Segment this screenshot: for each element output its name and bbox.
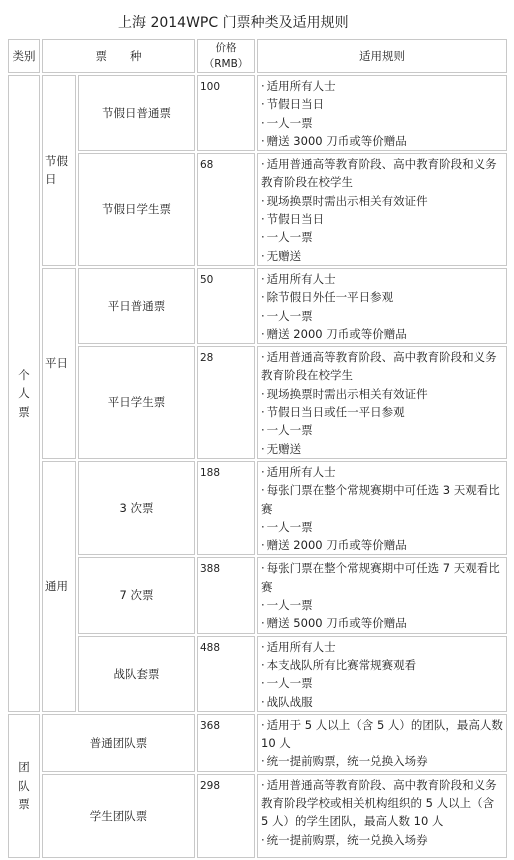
rule-item: · 适用所有人士 (261, 77, 504, 95)
rule-item: · 每张门票在整个常规赛期中可任选 7 天观看比赛 (261, 559, 504, 596)
subgroup-general: 通用 (42, 461, 76, 712)
rule-item: · 适用普通高等教育阶段、高中教育阶段和义务教育阶段学校或相关机构组织的 5 人以上（含 5 人）的学生团队，最高人数 10 人 (261, 776, 504, 831)
ticket-rules (257, 714, 507, 772)
subgroup-holiday: 节假日 (42, 75, 76, 266)
rule-item: · 一人一票 (261, 228, 504, 246)
ticket-price: 188 (197, 461, 255, 555)
group-team: 团队票 (8, 714, 40, 858)
rule-item: · 赠送 2000 刀币或等价赠品 (261, 536, 504, 554)
ticket-rules (257, 774, 507, 858)
ticket-price: 28 (197, 346, 255, 459)
ticket-name: 战队套票 (78, 636, 195, 712)
rule-item: · 一人一票 (261, 307, 504, 325)
ticket-name: 普通团队票 (42, 714, 195, 772)
header-category: 类别 (8, 39, 40, 73)
rule-item: · 适用于 5 人以上（含 5 人）的团队，最高人数 10 人 (261, 716, 504, 753)
ticket-price: 388 (197, 557, 255, 633)
rule-item: · 适用所有人士 (261, 463, 504, 481)
ticket-rules (257, 153, 507, 266)
group-individual: 个人票 (8, 75, 40, 712)
rule-item: · 无赠送 (261, 247, 504, 265)
rule-item: · 适用普通高等教育阶段、高中教育阶段和义务教育阶段在校学生 (261, 348, 504, 385)
rule-item: · 适用所有人士 (261, 270, 504, 288)
rule-item: · 统一提前购票，统一兑换入场券 (261, 752, 504, 770)
rule-item: · 一人一票 (261, 421, 504, 439)
ticket-price: 368 (197, 714, 255, 772)
ticket-rules (257, 346, 507, 459)
table-row (8, 714, 507, 772)
ticket-name: 平日学生票 (78, 346, 195, 459)
subgroup-weekday: 平日 (42, 268, 76, 459)
table-row (8, 636, 507, 712)
header-price: 价格（RMB） (197, 39, 255, 73)
ticket-rules (257, 557, 507, 633)
table-row (8, 153, 507, 266)
rule-item: · 节假日当日或任一平日参观 (261, 403, 504, 421)
rule-item: · 一人一票 (261, 114, 504, 132)
ticket-price: 298 (197, 774, 255, 858)
ticket-name: 学生团队票 (42, 774, 195, 858)
rule-item: · 适用所有人士 (261, 638, 504, 656)
table-row (8, 75, 507, 151)
rule-item: · 适用普通高等教育阶段、高中教育阶段和义务教育阶段在校学生 (261, 155, 504, 192)
rule-item: · 赠送 2000 刀币或等价赠品 (261, 325, 504, 343)
ticket-price: 68 (197, 153, 255, 266)
page-title (0, 13, 514, 33)
rule-item: · 节假日当日 (261, 210, 504, 228)
rule-item: · 一人一票 (261, 518, 504, 536)
ticket-rules (257, 636, 507, 712)
table-row (8, 461, 507, 555)
rule-item: · 赠送 5000 刀币或等价赠品 (261, 614, 504, 632)
header-ticket: 票 种 (42, 39, 195, 73)
rule-item: · 一人一票 (261, 674, 504, 692)
ticket-price: 488 (197, 636, 255, 712)
ticket-name: 节假日学生票 (78, 153, 195, 266)
ticket-rules (257, 75, 507, 151)
rule-item: · 现场换票时需出示相关有效证件 (261, 192, 504, 210)
ticket-name: 节假日普通票 (78, 75, 195, 151)
rule-item: · 每张门票在整个常规赛期中可任选 3 天观看比赛 (261, 481, 504, 518)
ticket-name: 3 次票 (78, 461, 195, 555)
ticket-rules (257, 461, 507, 555)
table-row (8, 346, 507, 459)
header-row (8, 39, 507, 73)
table-row (8, 557, 507, 633)
rule-item: · 节假日当日 (261, 95, 504, 113)
rule-item: · 统一提前购票，统一兑换入场券 (261, 831, 504, 849)
ticket-price: 100 (197, 75, 255, 151)
ticket-price: 50 (197, 268, 255, 344)
ticket-name: 7 次票 (78, 557, 195, 633)
rule-item: · 除节假日外任一平日参观 (261, 288, 504, 306)
table-row (8, 774, 507, 858)
rule-item: · 赠送 3000 刀币或等价赠品 (261, 132, 504, 150)
table-row (8, 268, 507, 344)
rule-item: · 战队战服 (261, 693, 504, 711)
rule-item: · 现场换票时需出示相关有效证件 (261, 385, 504, 403)
ticket-table (6, 37, 509, 860)
title-text: 上海 2014WPC 门票种类及适用规则 (118, 15, 349, 31)
rule-item: · 一人一票 (261, 596, 504, 614)
ticket-name: 平日普通票 (78, 268, 195, 344)
header-rules: 适用规则 (257, 39, 507, 73)
rule-item: · 无赠送 (261, 440, 504, 458)
ticket-rules (257, 268, 507, 344)
rule-item: · 本支战队所有比赛常规赛观看 (261, 656, 504, 674)
